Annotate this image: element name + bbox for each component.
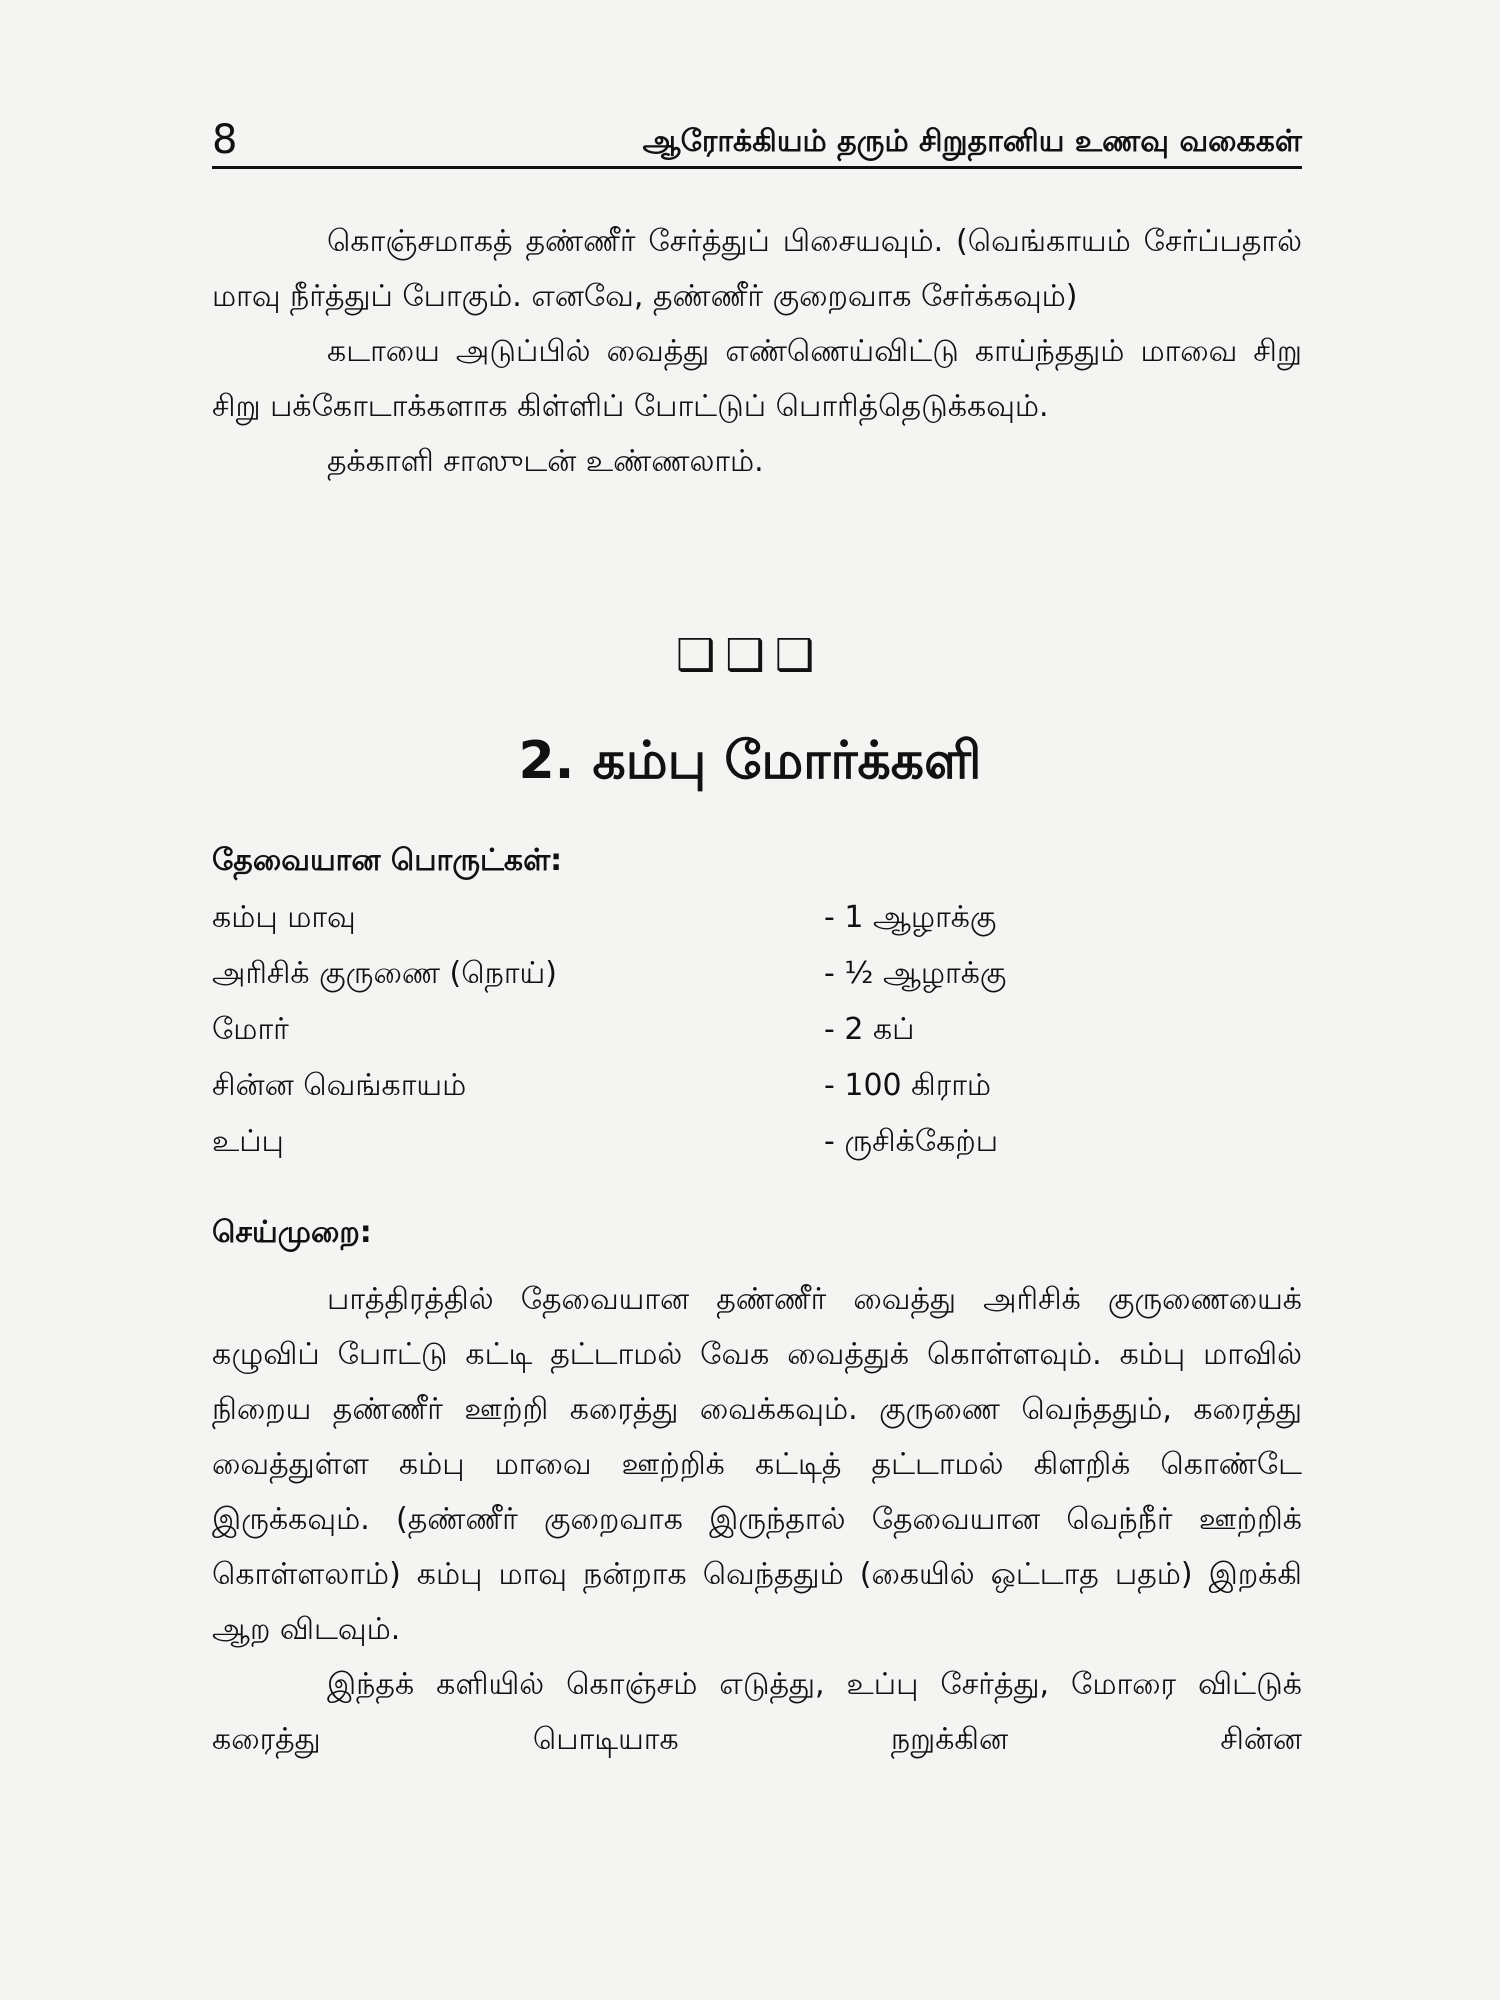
- method-text: [212, 1272, 1302, 1767]
- recipe-title: 2. கம்பு மோர்க்களி: [518, 731, 982, 791]
- ingredient-name: சின்ன வெங்காயம்: [212, 1068, 467, 1103]
- ingredient-row: [212, 1114, 1302, 1170]
- intro-paragraph: கடாயை அடுப்பில் வைத்து எண்ணெய்விட்டு காய்ந்ததும் மாவை சிறு சிறு பக்கோடாக்களாக கிள்ளிப் போட்டுப் பொரித்தெடுக்கவும்.: [212, 334, 1302, 424]
- method-heading: செய்முறை:: [212, 1215, 372, 1250]
- ingredient-row: [212, 1002, 1302, 1058]
- header-rule: [212, 166, 1302, 169]
- ingredients-heading: தேவையான பொருட்கள்:: [212, 843, 563, 878]
- ingredient-row: [212, 946, 1302, 1002]
- running-title: ஆரோக்கியம் தரும் சிறுதானிய உணவு வகைகள்: [642, 124, 1302, 159]
- ingredient-name: அரிசிக் குருணை (நொய்): [212, 956, 557, 991]
- method-paragraph: பாத்திரத்தில் தேவையான தண்ணீர் வைத்து அரிசிக் குருணையைக் கழுவிப் போட்டு கட்டி தட்டாமல் வேக வைத்துக் கொள்ளவும். கம்பு மாவில் நிறைய தண்ணீர் ஊற்றி கரைத்து வைக்கவும். குருணை வெந்ததும், கரைத்து வைத்துள்ள கம்பு மாவை ஊற்றிக் கட்டித் தட்டாமல் கிளறிக் கொண்டே இருக்கவும். (தண்ணீர் குறைவாக இருந்தால் தேவையான வெந்நீர் ஊற்றிக் கொள்ளலாம்) கம்பு மாவு நன்றாக வெந்ததும் (கையில் ஒட்டாத பதம்) இறக்கி ஆற விடவும்.: [212, 1282, 1302, 1647]
- ingredient-name: கம்பு மாவு: [212, 900, 356, 935]
- ingredient-name: உப்பு: [212, 1124, 284, 1159]
- ingredient-row: [212, 890, 1302, 946]
- intro-text: [212, 214, 1302, 489]
- intro-paragraph: தக்காளி சாஸுடன் உண்ணலாம்.: [327, 444, 764, 479]
- section-ornament: ❑❑❑: [675, 630, 825, 681]
- ingredient-quantity: - 1 ஆழாக்கு: [824, 900, 997, 935]
- ingredient-quantity: - 2 கப்: [824, 1012, 915, 1047]
- ingredient-quantity: - ருசிக்கேற்ப: [824, 1124, 999, 1159]
- ingredient-quantity: - ½ ஆழாக்கு: [824, 956, 1007, 991]
- method-paragraph: இந்தக் களியில் கொஞ்சம் எடுத்து, உப்பு சேர்த்து, மோரை விட்டுக் கரைத்து பொடியாக நறுக்கின சின்ன: [212, 1667, 1302, 1757]
- ingredients-list: [212, 890, 1302, 1170]
- ingredient-name: மோர்: [212, 1012, 289, 1047]
- ingredient-quantity: - 100 கிராம்: [824, 1068, 992, 1103]
- ingredient-row: [212, 1058, 1302, 1114]
- page-header: [212, 112, 1302, 168]
- page-number: 8: [212, 117, 238, 163]
- intro-paragraph: கொஞ்சமாகத் தண்ணீர் சேர்த்துப் பிசையவும். (வெங்காயம் சேர்ப்பதால் மாவு நீர்த்துப் போகும். எனவே, தண்ணீர் குறைவாக சேர்க்கவும்): [212, 224, 1302, 314]
